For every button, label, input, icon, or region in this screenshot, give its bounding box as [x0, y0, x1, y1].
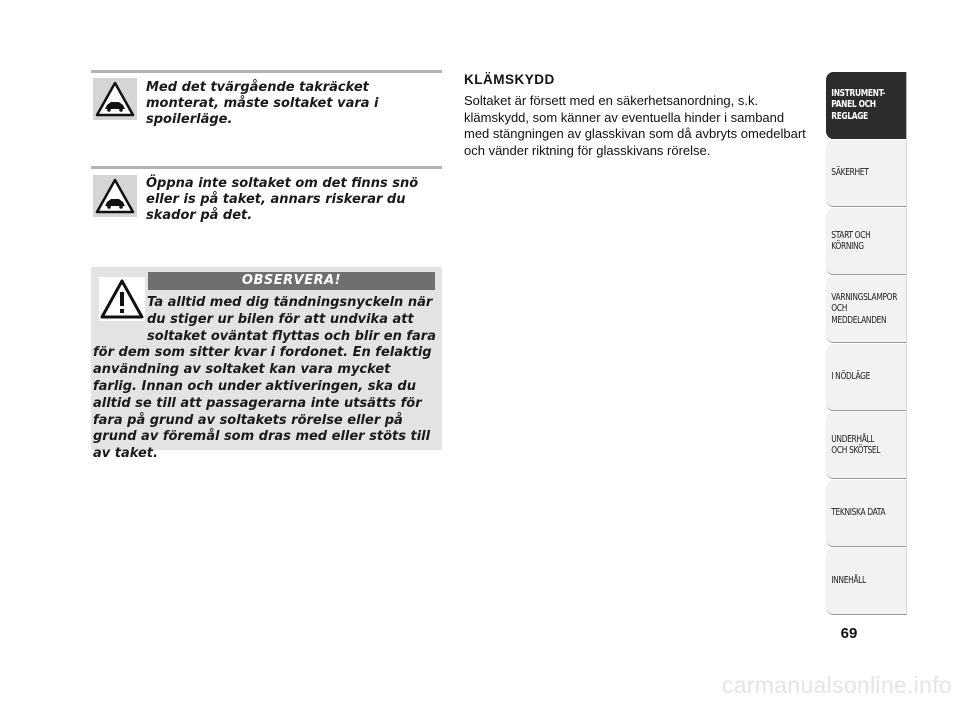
tab-underhall[interactable]: UNDERHÅLL OCH SKÖTSEL	[826, 412, 907, 479]
warning-text-block	[93, 295, 438, 463]
tab-start-och-korning[interactable]: START OCH KÖRNING	[826, 208, 907, 275]
tab-tekniska-data[interactable]: TEKNISKA DATA	[826, 480, 907, 547]
section-body: Soltaket är försett med en säkerhetsanordning, s.k. klämskydd, som känner av eventuella hinder i samband med stängningen av glasskivan som då avbryts omedelbart och vänder riktning för glasskivans rörelse.	[464, 93, 806, 158]
tab-sakerhet[interactable]: SÄKERHET	[826, 140, 907, 207]
warning-box	[91, 267, 442, 462]
tab-innehall[interactable]: INNEHÅLL	[826, 548, 907, 615]
warning-text: Ta alltid med dig tändningsnyckeln när du stiger ur bilen för att undvika att soltaket oväntat flyttas och blir en fara för dem som sitter kvar i fordonet. En felaktig användning av soltaket kan vara mycket farlig. Innan och under aktiveringen, ska du alltid se till att passagerarna inte utsätts för fara på grund av soltakets rörelse eller på grund av föremål som dras med eller stöts till av taket.	[93, 295, 436, 462]
watermark: carmanualsonline.info	[721, 672, 952, 698]
car-roof-warning-icon	[93, 175, 137, 217]
tab-instrumentpanel[interactable]: INSTRUMENT- PANEL OCH REGLAGE	[826, 72, 907, 139]
note-2-divider	[91, 166, 442, 169]
icon-spacer	[93, 295, 147, 329]
warning-header: OBSERVERA!	[148, 272, 435, 290]
page-number: 69	[840, 625, 858, 642]
tab-varningslampor[interactable]: VARNINGSLAMPOR OCH MEDDELANDEN	[826, 276, 907, 343]
note-2-text: Öppna inte soltaket om det finns snö eller is på taket, annars riskerar du skador på det.	[146, 176, 419, 223]
section-title: KLÄMSKYDD	[464, 72, 555, 87]
note-1-divider	[91, 70, 442, 73]
tab-i-nodlage[interactable]: I NÖDLÄGE	[826, 344, 907, 411]
car-roof-warning-icon	[93, 78, 137, 120]
note-1-text: Med det tvärgående takräcket monterat, måste soltaket vara i spoilerläge.	[146, 80, 379, 127]
